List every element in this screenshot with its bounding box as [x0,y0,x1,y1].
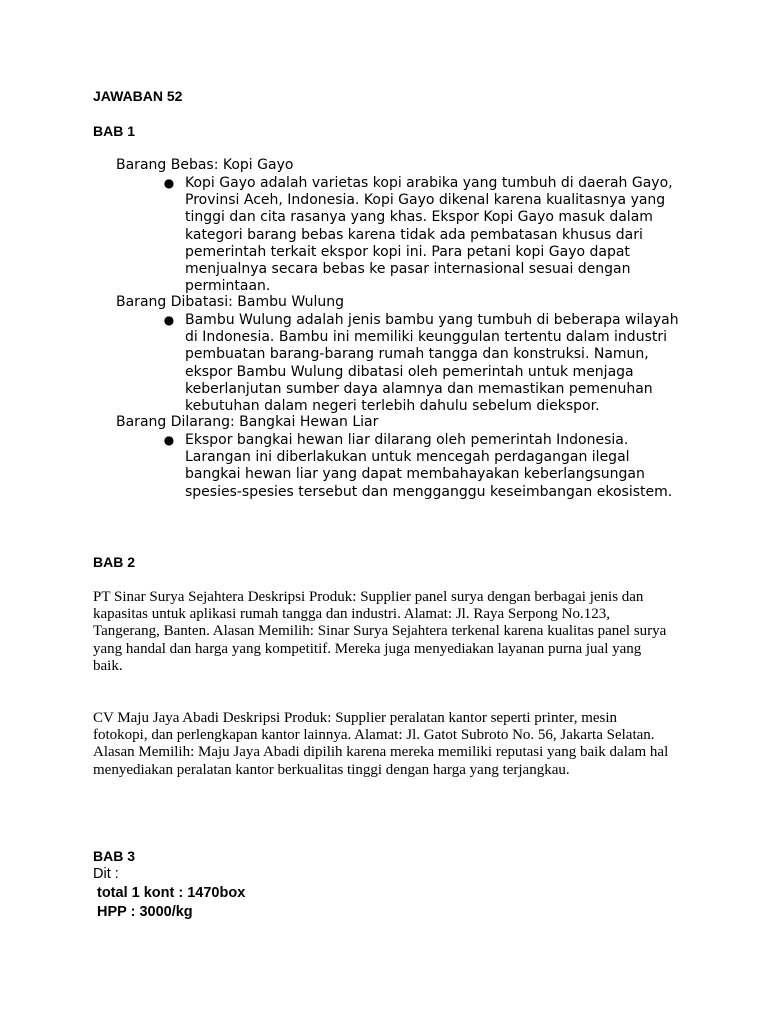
total-kont-line: total 1 kont : 1470box [97,885,246,901]
category-label-dibatasi: Barang Dibatasi: Bambu Wulung [116,294,345,310]
bullet-text-bangkai-hewan: Ekspor bangkai hewan liar dilarang oleh pemerintah Indonesia. Larangan ini diberlakukan untuk mencegah perdagangan ilegal bangkai hewan liar yang dapat membahayakan keberlangsungan spesies-spesies tersebut dan mengganggu keseimbangan ekosistem. [185,432,673,500]
dit-label: Dit : [93,866,119,882]
bullet-icon: ● [163,433,175,447]
bab1-heading: BAB 1 [93,123,136,139]
bullet-text-kopi-gayo: Kopi Gayo adalah varietas kopi arabika yang tumbuh di daerah Gayo, Provinsi Aceh, Indonesia. Kopi Gayo dikenal karena kualitasnya yang tinggi dan cita rasanya yang khas. Ekspor Kopi Gayo masuk dalam kategori barang bebas karena tidak ada pembatasan khusus dari pemerintah terkait ekspor kopi ini. Para petani kopi Gayo dapat menjualnya secara bebas ke pasar internasional sesuai dengan permintaan. [185,175,673,295]
bullet-icon: ● [163,313,175,327]
category-label-dilarang: Barang Dilarang: Bangkai Hewan Liar [116,414,379,430]
document-title: JAWABAN 52 [93,88,183,104]
bab3-heading: BAB 3 [93,848,136,864]
bullet-icon: ● [163,176,175,190]
supplier-paragraph-cv-maju: CV Maju Jaya Abadi Deskripsi Produk: Supplier peralatan kantor seperti printer, mesin fotokopi, dan perlengkapan kantor lainnya. Alamat: Jl. Gatot Subroto No. 56, Jakarta Selatan. Alasan Memilih: Maju Jaya Abadi dipilih karena mereka memiliki reputasi yang baik dalam hal menyediakan peralatan kantor berkualitas tinggi dengan harga yang terjangkau. [93,710,669,778]
bab2-heading: BAB 2 [93,554,136,570]
bullet-text-bambu-wulung: Bambu Wulung adalah jenis bambu yang tumbuh di beberapa wilayah di Indonesia. Bambu ini memiliki keunggulan tertentu dalam industri pembuatan barang-barang rumah tangga dan konstruksi. Namun, ekspor Bambu Wulung dibatasi oleh pemerintah untuk menjaga keberlanjutan sumber daya alamnya dan memastikan pemenuhan kebutuhan dalam negeri terlebih dahulu sebelum diekspor. [185,312,679,415]
category-label-bebas: Barang Bebas: Kopi Gayo [116,157,294,173]
hpp-line: HPP : 3000/kg [97,904,193,920]
supplier-paragraph-pt-sinar: PT Sinar Surya Sejahtera Deskripsi Produk: Supplier panel surya dengan berbagai jenis dan kapasitas untuk aplikasi rumah tangga dan industri. Alamat: Jl. Raya Serpong No.123, Tangerang, Banten. Alasan Memilih: Sinar Surya Sejahtera terkenal karena kualitas panel surya yang handal dan harga yang kompetitif. Mereka juga menyediakan layanan purna jual yang baik. [93,589,667,674]
